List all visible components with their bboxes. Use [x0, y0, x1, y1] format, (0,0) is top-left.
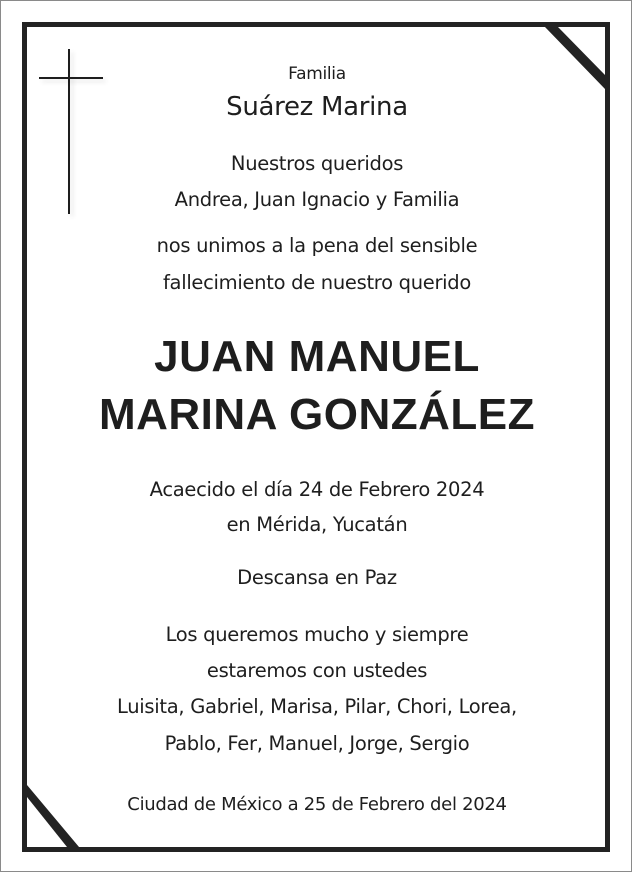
condolence-line-3: nos unimos a la pena del sensible — [156, 234, 478, 257]
place-and-date: Ciudad de México a 25 de Febrero del 2024 — [127, 794, 507, 815]
death-date: Acaecido el día 24 de Febrero 2024 — [149, 478, 485, 501]
condolence-line-2: Andrea, Juan Ignacio y Familia — [174, 188, 460, 211]
death-place: en Mérida, Yucatán — [226, 513, 408, 536]
condolence-line-4: fallecimiento de nuestro querido — [162, 271, 472, 294]
rest-in-peace: Descansa en Paz — [237, 566, 397, 589]
family-names-line-1: Luisita, Gabriel, Marisa, Pilar, Chori, Lorea, — [117, 695, 517, 718]
message-line-1: Los queremos mucho y siempre — [165, 623, 469, 646]
family-name: Suárez Marina — [226, 92, 408, 122]
deceased-name-line-1: JUAN MANUEL — [154, 332, 480, 381]
family-label: Familia — [288, 64, 346, 84]
message-line-2: estaremos con ustedes — [206, 659, 428, 682]
deceased-name-line-2: MARINA GONZÁLEZ — [98, 390, 536, 439]
family-names-line-2: Pablo, Fer, Manuel, Jorge, Sergio — [164, 732, 470, 755]
condolence-line-1: Nuestros queridos — [230, 152, 404, 175]
